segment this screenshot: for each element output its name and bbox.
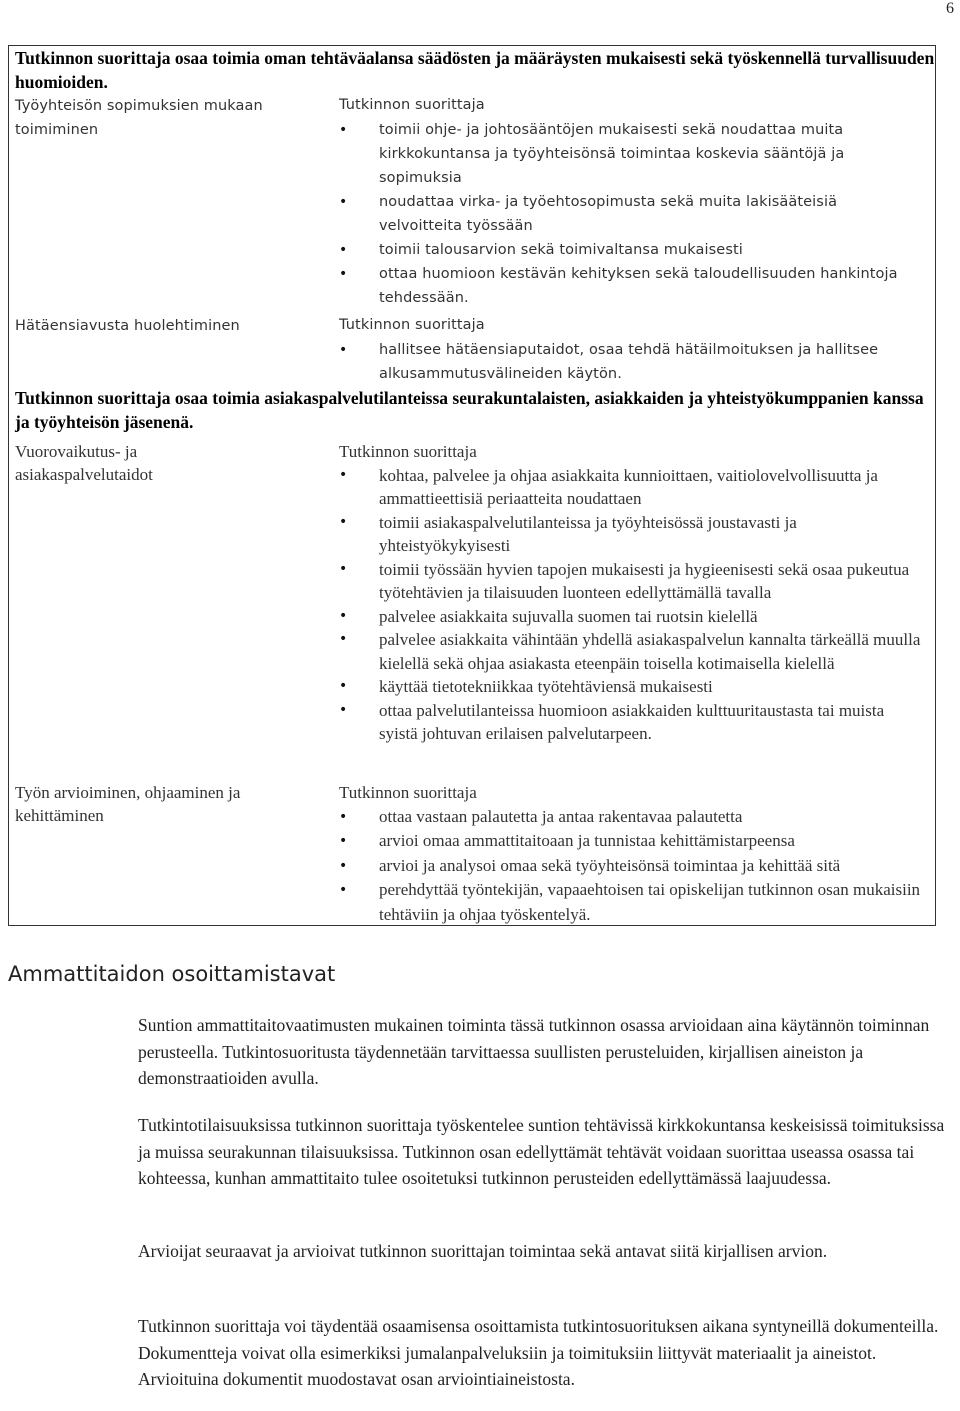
paragraph: Tutkinnon suorittaja voi täydentää osaamisensa osoittamista tutkintosuorituksen aikana syntyneillä dokumenteilla. Dokumentteja voivat olla esimerkiksi jumalanpalveluksiin ja toimituksiin liittyvät materiaalit ja aineistot. Arvioituina dokumentit muodostavat osan arviointiaineistosta. xyxy=(138,1316,939,1389)
list-item: • noudattaa virka- ja työehtosopimusta sekä muita lakisääteisiä velvoitteita työssään xyxy=(339,190,924,238)
list-item: • perehdyttää työntekijän, vapaaehtoisen tai opiskelijan tutkinnon osan mukaisiin tehtäviin ja ohjaa työskentelyä. xyxy=(339,878,924,927)
criterion-content xyxy=(339,314,924,386)
list-item: • ottaa palvelutilanteissa huomioon asiakkaiden kulttuuritaustasta tai muista syistä johtuvan erilaisen palvelutarpeen. xyxy=(339,699,924,746)
list-item: • toimii työssään hyvien tapojen mukaisesti ja hygieenisesti sekä osaa pukeutua työtehtävien ja tilaisuuden luonteen edellyttämällä tavalla xyxy=(339,558,924,605)
criterion-intro: Tutkinnon suorittaja xyxy=(339,97,485,113)
list-item: • arvioi ja analysoi omaa sekä työyhteisönsä toimintaa ja kehittää sitä xyxy=(339,854,924,879)
criterion-content xyxy=(339,94,924,310)
criterion-list xyxy=(339,118,924,310)
list-item: • arvioi omaa ammattitaitoaan ja tunnistaa kehittämistarpeensa xyxy=(339,829,924,854)
list-item: • toimii ohje- ja johtosääntöjen mukaisesti sekä noudattaa muita kirkkokuntansa ja työyhteisönsä toimintaa koskevia sääntöjä ja sopimuksia xyxy=(339,118,924,190)
list-item: • ottaa vastaan palautetta ja antaa rakentavaa palautetta xyxy=(339,805,924,830)
list-item: • palvelee asiakkaita vähintään yhdellä asiakaspalvelun kannalta tärkeällä muulla kielellä sekä ohjaa asiakasta eteenpäin toisella kotimaisella kielellä xyxy=(339,628,924,675)
list-item: • toimii talousarvion sekä toimivaltansa mukaisesti xyxy=(339,238,924,262)
criterion-intro: Tutkinnon suorittaja xyxy=(339,317,485,333)
section-heading: Tutkinnon suorittaja osaa toimia oman tehtäväalansa säädösten ja määräysten mukaisesti sekä työskennellä turvallisuuden huomioiden. xyxy=(15,48,935,92)
criterion-list xyxy=(339,338,924,386)
paragraph: Tutkintotilaisuuksissa tutkinnon suorittaja työskentelee suntion tehtävissä kirkkokuntansa keskeisissä toimituksissa ja muissa seurakunnan tilaisuuksissa. Tutkinnon osan edellyttämät tehtävät voidaan suorittaa useassa osassa tai kohteessa, kunhan ammattitaito tulee osoitetuksi tutkinnon perusteiden edellyttämässä laajuudessa. xyxy=(138,1115,945,1188)
list-item: • käyttää tietotekniikkaa työtehtäviensä mukaisesti xyxy=(339,675,924,699)
criterion-content xyxy=(339,781,924,927)
criterion-intro: Tutkinnon suorittaja xyxy=(339,783,477,802)
criteria-table xyxy=(8,45,936,926)
list-item: • kohtaa, palvelee ja ohjaa asiakkaita kunnioittaen, vaitiolovelvollisuutta ja ammattieettisiä periaatteita noudattaen xyxy=(339,464,924,511)
section-title: Ammattitaidon osoittamistavat xyxy=(8,962,336,986)
list-item: • toimii asiakaspalvelutilanteissa ja työyhteisössä joustavasti ja yhteistyökykyisesti xyxy=(339,511,924,558)
page-number: 6 xyxy=(946,0,954,17)
criterion-label: Työyhteisön sopimuksien mukaan toimiminen xyxy=(15,98,263,138)
criterion-content xyxy=(339,440,924,746)
criterion-label: Hätäensiavusta huolehtiminen xyxy=(15,318,240,334)
criterion-label: Työn arvioiminen, ohjaaminen ja kehittäminen xyxy=(15,783,241,825)
paragraph: Arvioijat seuraavat ja arvioivat tutkinnon suorittajan toimintaa sekä antavat siitä kirjallisen arvion. xyxy=(138,1241,828,1261)
section-heading: Tutkinnon suorittaja osaa toimia asiakaspalvelutilanteissa seurakuntalaisten, asiakkaiden ja yhteistyökumppanien kanssa ja työyhteisön jäsenenä. xyxy=(15,388,924,432)
list-item: • ottaa huomioon kestävän kehityksen sekä taloudellisuuden hankintoja tehdessään. xyxy=(339,262,924,310)
list-item: • hallitsee hätäensiaputaidot, osaa tehdä hätäilmoituksen ja hallitsee alkusammutusvälineiden käytön. xyxy=(339,338,924,386)
criterion-label: Vuorovaikutus- ja asiakaspalvelutaidot xyxy=(15,442,153,484)
list-item: • palvelee asiakkaita sujuvalla suomen tai ruotsin kielellä xyxy=(339,605,924,629)
paragraph: Suntion ammattitaitovaatimusten mukainen toiminta tässä tutkinnon osassa arvioidaan aina käytännön toiminnan perusteella. Tutkintosuoritusta täydennetään tarvittaessa suullisten perusteluiden, kirjallisen aineiston ja demonstraatioiden avulla. xyxy=(138,1015,930,1088)
criterion-list xyxy=(339,464,924,746)
criterion-list xyxy=(339,805,924,928)
criterion-intro: Tutkinnon suorittaja xyxy=(339,442,477,461)
